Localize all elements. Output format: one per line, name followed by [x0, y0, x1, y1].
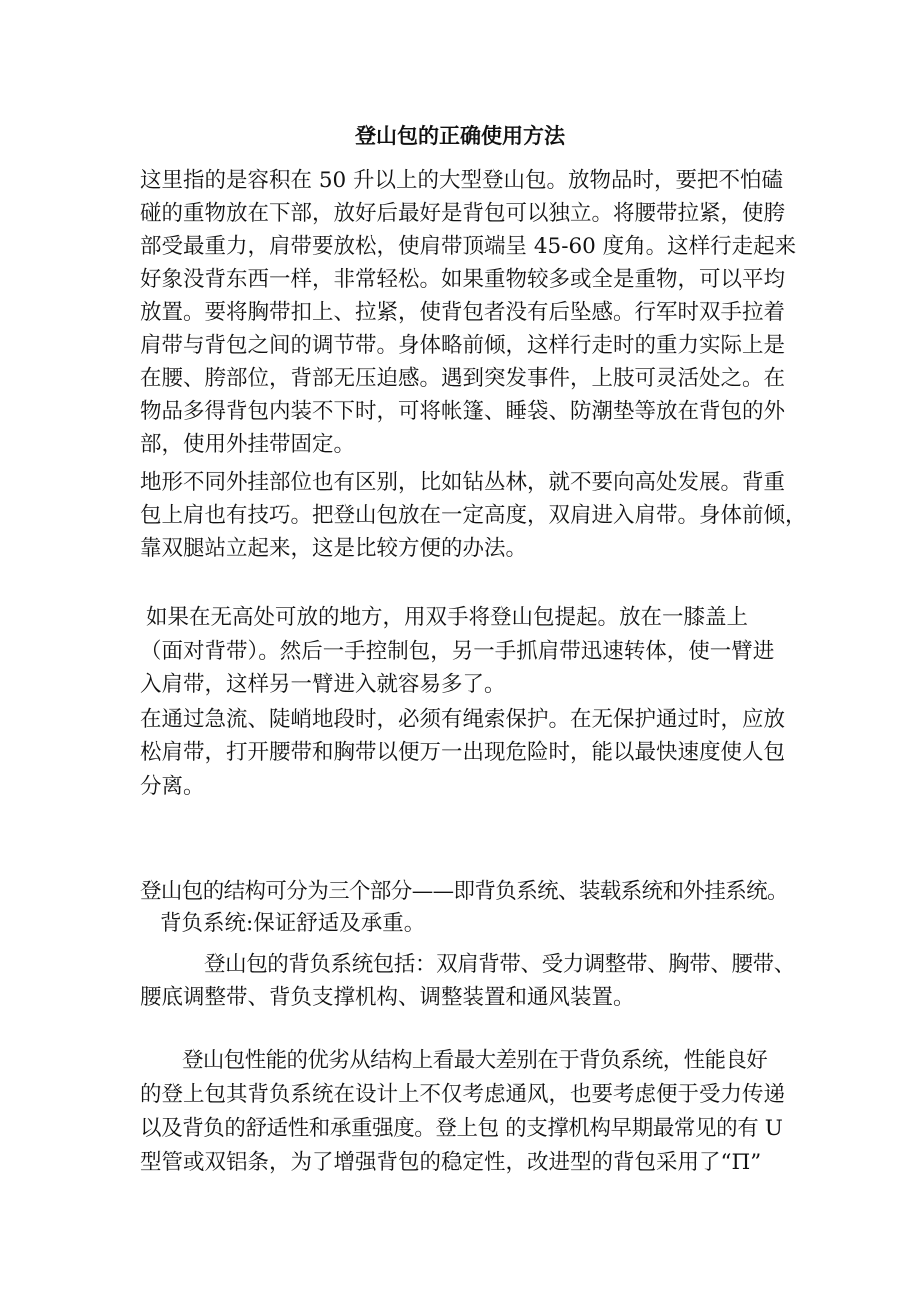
text-line: 的登上包其背负系统在设计上不仅考虑通风，也要考虑便于受力传递 — [140, 1082, 786, 1107]
text-line: 登山包性能的优劣从结构上看最大差别在于背负系统，性能良好 — [182, 1048, 768, 1073]
text-line: （面对背带）。然后一手控制包，另一手抓肩带迅速转体，使一臂进 — [140, 639, 775, 664]
text-line: 好象没背东西一样，非常轻松。如果重物较多或全是重物，可以平均 — [140, 267, 786, 292]
text-line: 碰的重物放在下部，放好后最好是背包可以独立。将腰带拉紧，使胯 — [140, 201, 786, 226]
text-line: 在腰、胯部位，背部无压迫感。遇到突发事件，上肢可灵活处之。在 — [140, 366, 786, 391]
text-line: 部，使用外挂带固定。 — [140, 432, 356, 457]
text-line: 在通过急流、陡峭地段时，必须有绳索保护。在无保护通过时，应放 — [140, 707, 786, 732]
text-line: 背负系统:保证舒适及承重。 — [160, 911, 426, 936]
text-line: 部受最重力，肩带要放松，使肩带顶端呈 45-60 度角。这样行走起来 — [140, 234, 797, 259]
text-line: 如果在无高处可放的地方，用双手将登山包提起。放在一膝盖上 — [146, 605, 749, 630]
text-line: 放置。要将胸带扣上、拉紧，使背包者没有后坠感。行军时双手拉着 — [140, 300, 786, 325]
text-line: 松肩带，打开腰带和胸带以便万一出现危险时，能以最快速度使人包 — [140, 740, 786, 765]
text-line: 肩带与背包之间的调节带。身体略前倾，这样行走时的重力实际上是 — [140, 333, 786, 358]
document-title: 登山包的正确使用方法 — [355, 123, 565, 148]
text-line: 以及背负的舒适性和承重强度。登上包 的支撑机构早期最常见的有 U — [140, 1116, 783, 1141]
text-line: 靠双腿站立起来，这是比较方便的办法。 — [140, 536, 528, 561]
text-line: 分离。 — [140, 774, 205, 799]
text-line: 物品多得背包内装不下时，可将帐篷、睡袋、防潮垫等放在背包的外 — [140, 399, 786, 424]
text-line: 型管或双铝条，为了增强背包的稳定性，改进型的背包采用了“Π” — [140, 1150, 762, 1175]
text-line: 这里指的是容积在 50 升以上的大型登山包。放物品时，要把不怕磕 — [140, 168, 784, 193]
text-line: 入肩带，这样另一臂进入就容易多了。 — [140, 672, 506, 697]
text-line: 腰底调整带、背负支撑机构、调整装置和通风装置。 — [140, 985, 635, 1010]
text-line: 登山包的结构可分为三个部分——即背负系统、装载系统和外挂系统。 — [140, 879, 788, 904]
text-line: 登山包的背负系统包括：双肩背带、受力调整带、胸带、腰带、 — [204, 952, 795, 977]
text-line: 地形不同外挂部位也有区别，比如钻丛林，就不要向高处发展。背重 — [140, 470, 786, 495]
text-line: 包上肩也有技巧。把登山包放在一定高度，双肩进入肩带。身体前倾， — [140, 503, 807, 528]
